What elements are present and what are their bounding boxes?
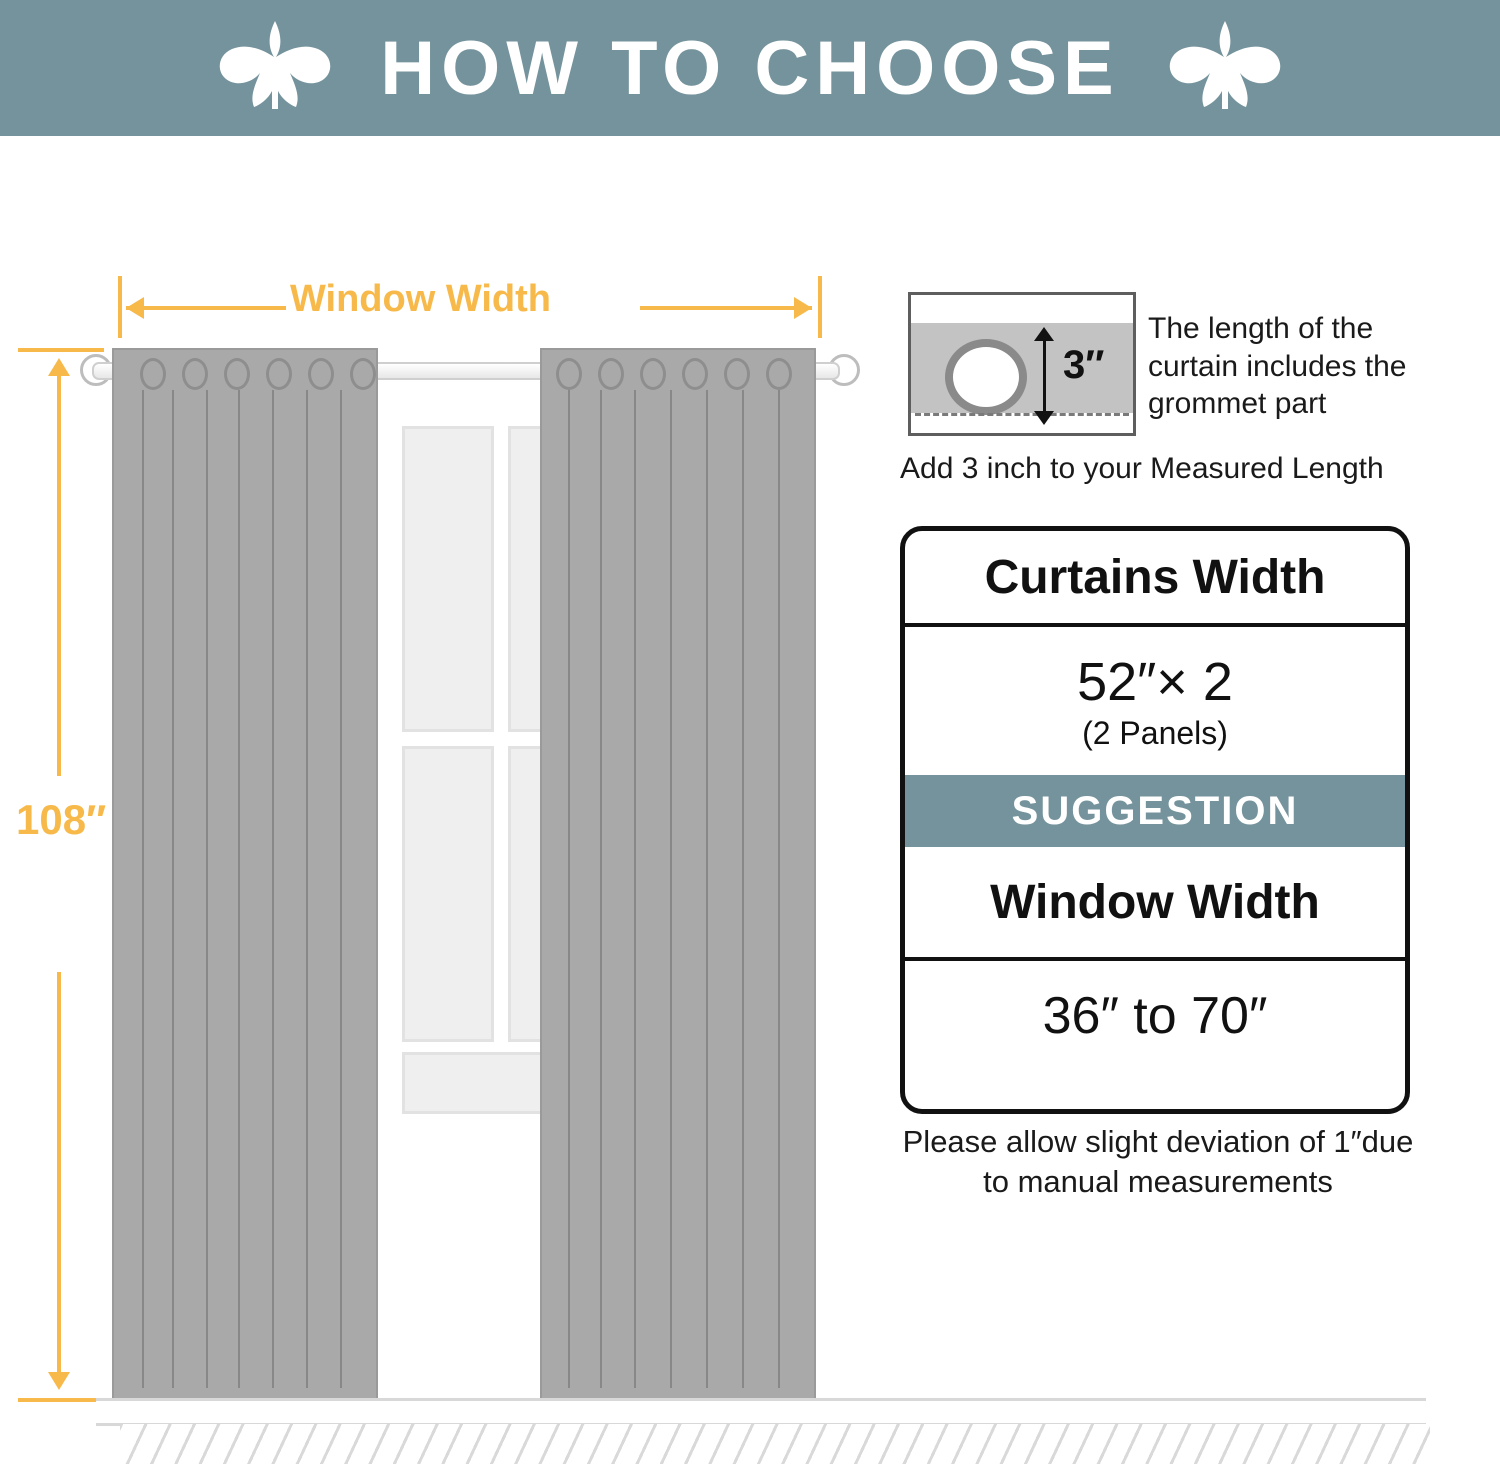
length-line-lower bbox=[57, 972, 61, 1372]
grommet-ring bbox=[766, 358, 792, 390]
grommet-ring bbox=[556, 358, 582, 390]
window-pane-bottom-left bbox=[402, 746, 494, 1042]
length-arrow-up bbox=[48, 358, 70, 376]
window-width-tick-right bbox=[818, 276, 822, 338]
grommet-dimension-line bbox=[1043, 339, 1046, 413]
fleur-de-lis-icon-right bbox=[1160, 13, 1290, 123]
card-suggestion-band: SUGGESTION bbox=[905, 775, 1405, 847]
grommet-ring bbox=[224, 358, 250, 390]
window-width-line-right bbox=[640, 306, 812, 310]
curtain-panel-left bbox=[112, 348, 378, 1414]
floor-line bbox=[96, 1398, 1426, 1426]
grommet-ring bbox=[182, 358, 208, 390]
card-width-panels: (2 Panels) bbox=[1082, 714, 1228, 751]
window-width-arrow-right bbox=[794, 297, 812, 319]
page-title: HOW TO CHOOSE bbox=[380, 25, 1120, 111]
length-tick-bottom bbox=[18, 1398, 104, 1402]
grommet-ring bbox=[350, 358, 376, 390]
window-pane-top-left bbox=[402, 426, 494, 732]
grommet-dimension-label: 3″ bbox=[1063, 343, 1105, 387]
grommet-dimension-arrow-bottom bbox=[1034, 411, 1054, 425]
length-line-upper bbox=[57, 376, 61, 776]
grommet-ring bbox=[266, 358, 292, 390]
fleur-de-lis-icon-left bbox=[210, 13, 340, 123]
card-width-number: 52″× 2 bbox=[1077, 651, 1233, 712]
grommet-dimension-arrow-top bbox=[1034, 327, 1054, 341]
card-title: Curtains Width bbox=[905, 531, 1405, 627]
deviation-note: Please allow slight deviation of 1″due to manual measurements bbox=[902, 1124, 1414, 1200]
grommet-ring bbox=[682, 358, 708, 390]
grommet-dashed-baseline bbox=[915, 413, 1129, 416]
floor-hatching bbox=[120, 1424, 1430, 1464]
grommet-detail-diagram bbox=[908, 292, 1136, 436]
curtain-length-label: 108″ bbox=[16, 796, 107, 843]
card-window-width-title: Window Width bbox=[905, 847, 1405, 961]
grommet-ring bbox=[640, 358, 666, 390]
grommet-ring bbox=[308, 358, 334, 390]
window-width-label: Window Width bbox=[290, 278, 552, 320]
curtain-panel-right bbox=[540, 348, 816, 1414]
grommet-ring bbox=[140, 358, 166, 390]
card-window-width-range: 36″ to 70″ bbox=[1042, 987, 1268, 1045]
suggestion-card bbox=[900, 526, 1410, 1114]
grommet-ring bbox=[724, 358, 750, 390]
grommet-detail-ring bbox=[945, 339, 1027, 415]
window-width-line-left bbox=[126, 306, 286, 310]
length-tick-top bbox=[18, 348, 104, 352]
header-banner bbox=[0, 0, 1500, 136]
card-width-value bbox=[905, 627, 1405, 775]
grommet-note: The length of the curtain includes the grommet part bbox=[1148, 312, 1407, 420]
length-arrow-down bbox=[48, 1372, 70, 1390]
window-width-tick-left bbox=[118, 276, 122, 338]
add-length-note: Add 3 inch to your Measured Length bbox=[900, 452, 1384, 485]
diagram-stage bbox=[0, 136, 1500, 1404]
grommet-ring bbox=[598, 358, 624, 390]
window-width-arrow-left bbox=[126, 297, 144, 319]
